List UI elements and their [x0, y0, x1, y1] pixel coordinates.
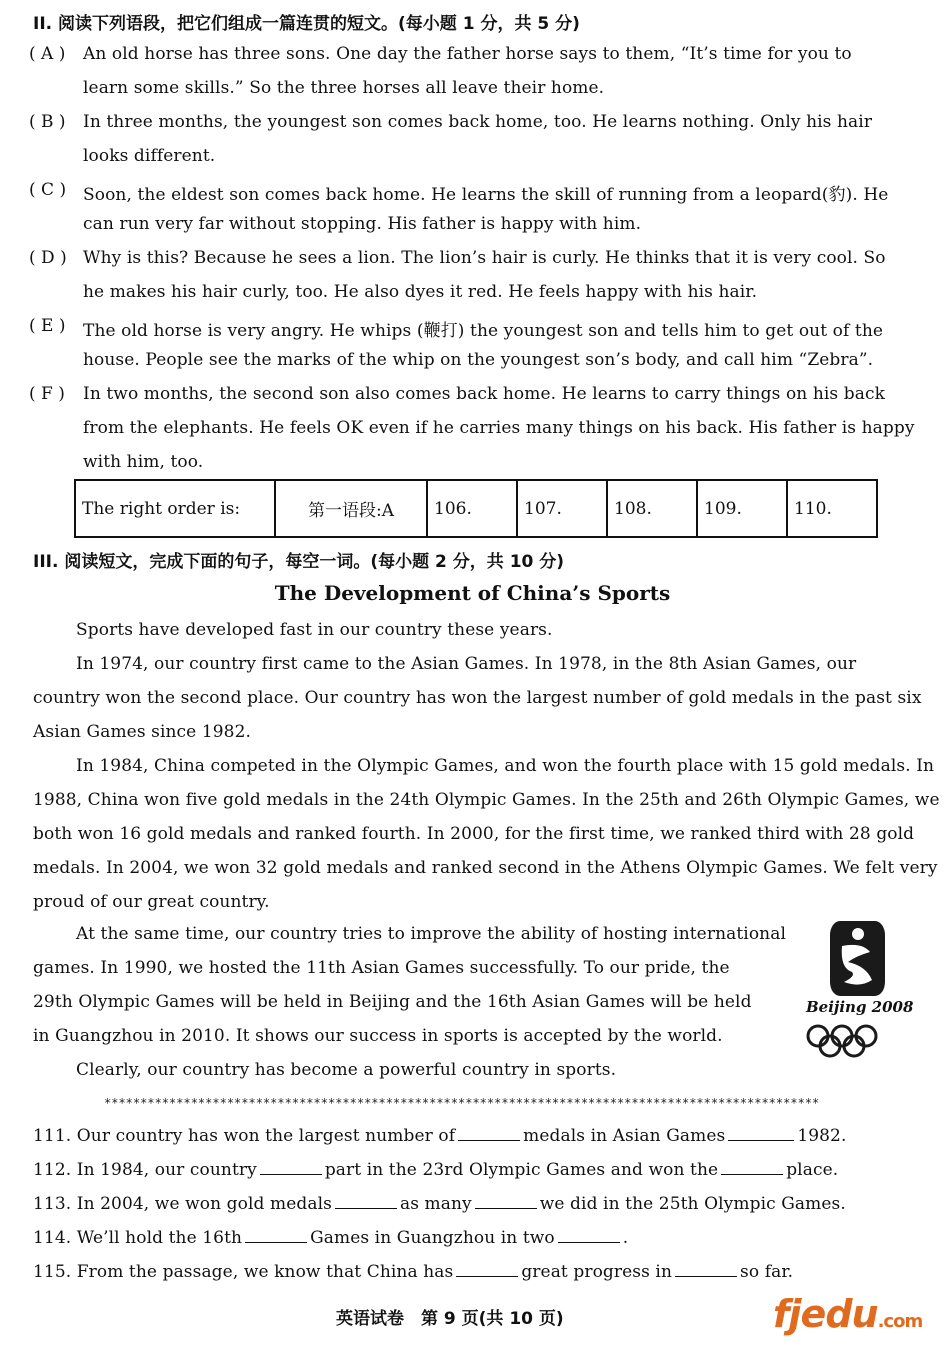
passage-line-3: country won the second place. Our country has won the largest number of gold medals in the past six: [33, 688, 922, 708]
question-112: [33, 1160, 838, 1180]
paragraph-b-line-1: In three months, the youngest son comes back home, too. He learns nothing. Only his hair: [83, 112, 873, 132]
section-3-heading: III. 阅读短文，完成下面的句子，每空一词。(每小题 2 分，共 10 分): [33, 552, 565, 572]
blank-input[interactable]: [675, 1262, 737, 1277]
passage-title: The Development of China’s Sports: [274, 581, 671, 605]
blank-input[interactable]: [260, 1160, 322, 1175]
beijing-2008-logo: [800, 916, 914, 1061]
blank-input[interactable]: [458, 1126, 520, 1141]
answer-cell-110[interactable]: 110.: [787, 480, 877, 537]
paragraph-f-line-3: with him, too.: [83, 452, 204, 472]
answer-cell-106[interactable]: 106.: [427, 480, 517, 537]
question-113-part-3: we did in the 25th Olympic Games.: [539, 1194, 846, 1214]
paragraph-c-line-1: Soon, the eldest son comes back home. He learns the skill of running from a leopard(豹). He: [83, 185, 889, 205]
paragraph-label-b: ( B ): [29, 112, 66, 132]
answer-cell-107[interactable]: 107.: [517, 480, 607, 537]
passage-line-5: In 1984, China competed in the Olympic Games, and won the fourth place with 15 gold medals. In: [76, 756, 935, 776]
passage-line-14: Clearly, our country has become a powerful country in sports.: [76, 1060, 617, 1080]
blank-input[interactable]: [721, 1160, 783, 1175]
question-111-part-1: 111. Our country has won the largest number of: [33, 1126, 456, 1146]
paragraph-label-f: ( F ): [29, 384, 65, 404]
passage-line-6: 1988, China won five gold medals in the 24th Olympic Games. In the 25th and 26th Olympic Games, we: [33, 790, 940, 810]
passage-line-12: 29th Olympic Games will be held in Beijing and the 16th Asian Games will be held: [33, 992, 752, 1012]
question-114-part-2: Games in Guangzhou in two: [310, 1228, 555, 1248]
passage-line-2: In 1974, our country first came to the Asian Games. In 1978, in the 8th Asian Games, our: [76, 654, 857, 674]
question-115-part-2: great progress in: [521, 1262, 673, 1282]
paragraph-d-line-2: he makes his hair curly, too. He also dyes it red. He feels happy with his hair.: [83, 282, 758, 302]
paragraph-e-line-2: house. People see the marks of the whip on the youngest son’s body, and call him “Zebra”.: [83, 350, 874, 370]
paragraph-e-line-1: The old horse is very angry. He whips (鞭打) the youngest son and tells him to get out of the: [83, 321, 884, 341]
passage-line-1: Sports have developed fast in our country these years.: [76, 620, 553, 640]
blank-input[interactable]: [245, 1228, 307, 1243]
question-115: [33, 1262, 793, 1282]
passage-line-10: At the same time, our country tries to improve the ability of hosting international: [76, 924, 786, 944]
question-111-part-2: medals in Asian Games: [523, 1126, 726, 1146]
order-label: The right order is:: [75, 480, 275, 537]
answer-cell-108[interactable]: 108.: [607, 480, 697, 537]
passage-line-9: proud of our great country.: [33, 892, 270, 912]
paragraph-label-d: ( D ): [29, 248, 67, 268]
question-111: [33, 1126, 846, 1146]
paragraph-a-line-2: learn some skills.” So the three horses all leave their home.: [83, 78, 605, 98]
watermark-suffix: .com: [877, 1311, 923, 1332]
question-111-part-3: 1982.: [797, 1126, 847, 1146]
order-first-cell: 第一语段:A: [275, 480, 427, 537]
paragraph-c-line-2: can run very far without stopping. His father is happy with him.: [83, 214, 642, 234]
blank-input[interactable]: [475, 1194, 537, 1209]
question-113: [33, 1194, 846, 1214]
paragraph-b-line-2: looks different.: [83, 146, 216, 166]
paragraph-d-line-1: Why is this? Because he sees a lion. The lion’s hair is curly. He thinks that it is very cool. So: [83, 248, 886, 268]
page-footer: 英语试卷 第 9 页(共 10 页): [336, 1309, 564, 1329]
order-table: [74, 479, 878, 538]
paragraph-f-line-2: from the elephants. He feels OK even if he carries many things on his back. His father is happy: [83, 418, 915, 438]
paragraph-label-c: ( C ): [29, 180, 67, 200]
logo-caption: Beijing 2008: [806, 998, 914, 1016]
watermark-logo: [773, 1292, 922, 1336]
paragraph-f-line-1: In two months, the second son also comes back home. He learns to carry things on his back: [83, 384, 885, 404]
paragraph-label-a: ( A ): [29, 44, 66, 64]
passage-line-4: Asian Games since 1982.: [33, 722, 252, 742]
question-112-part-3: place.: [786, 1160, 839, 1180]
section-2-heading: II. 阅读下列语段，把它们组成一篇连贯的短文。(每小题 1 分，共 5 分): [33, 14, 580, 34]
blank-input[interactable]: [456, 1262, 518, 1277]
question-112-part-1: 112. In 1984, our country: [33, 1160, 257, 1180]
passage-line-13: in Guangzhou in 2010. It shows our success in sports is accepted by the world.: [33, 1026, 723, 1046]
question-113-part-2: as many: [399, 1194, 472, 1214]
passage-line-7: both won 16 gold medals and ranked fourth. In 2000, for the first time, we ranked third with 28 gold: [33, 824, 915, 844]
passage-line-11: games. In 1990, we hosted the 11th Asian Games successfully. To our pride, the: [33, 958, 730, 978]
passage-line-8: medals. In 2004, we won 32 gold medals and ranked second in the Athens Olympic Games. We felt very: [33, 858, 938, 878]
question-115-part-3: so far.: [740, 1262, 794, 1282]
olympic-emblem-icon: [800, 916, 910, 1061]
answer-cell-109[interactable]: 109.: [697, 480, 787, 537]
question-114-part-1: 114. We’ll hold the 16th: [33, 1228, 243, 1248]
question-112-part-2: part in the 23rd Olympic Games and won the: [324, 1160, 719, 1180]
blank-input[interactable]: [335, 1194, 397, 1209]
question-114-part-3: .: [622, 1228, 629, 1248]
blank-input[interactable]: [558, 1228, 620, 1243]
paragraph-label-e: ( E ): [29, 316, 66, 336]
separator-stars: ***************************************************************************************************: [104, 1096, 820, 1110]
question-113-part-1: 113. In 2004, we won gold medals: [33, 1194, 332, 1214]
watermark-text: fjedu: [773, 1292, 878, 1336]
question-114: [33, 1228, 628, 1248]
blank-input[interactable]: [728, 1126, 794, 1141]
paragraph-a-line-1: An old horse has three sons. One day the father horse says to them, “It’s time for you to: [83, 44, 852, 64]
question-115-part-1: 115. From the passage, we know that China has: [33, 1262, 454, 1282]
